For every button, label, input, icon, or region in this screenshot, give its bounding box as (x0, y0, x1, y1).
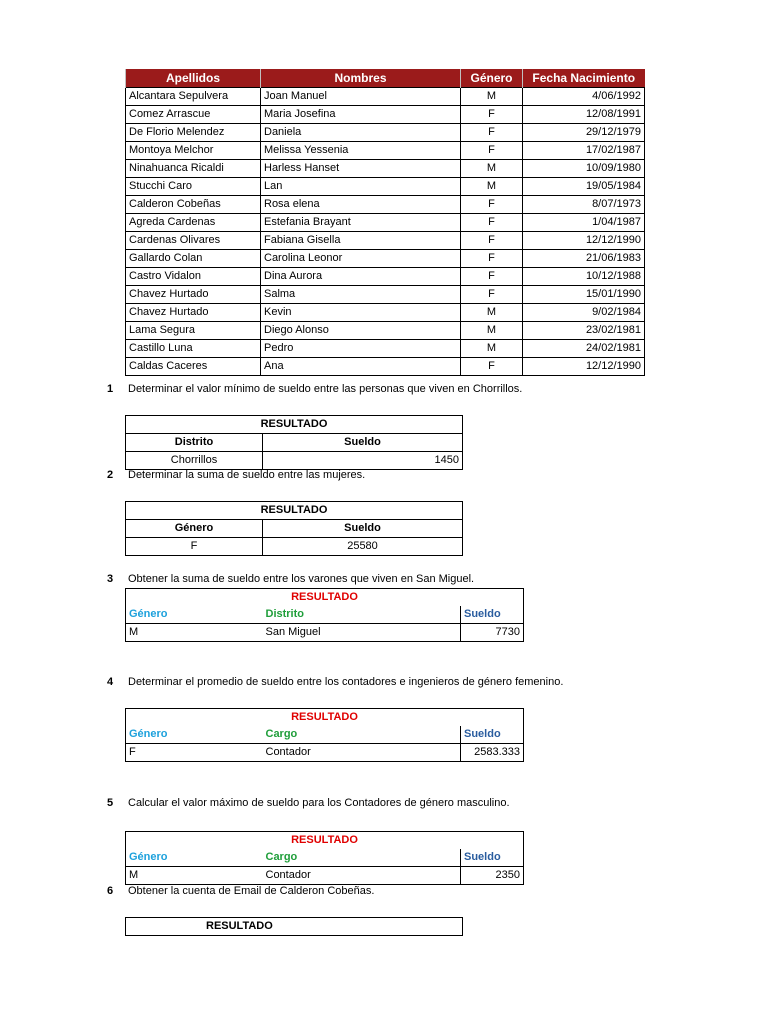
header-fecha-nacimiento: Fecha Nacimiento (523, 69, 645, 88)
question-number: 5 (107, 797, 114, 809)
result-header-sueldo: Sueldo (461, 726, 524, 744)
result-value-sueldo: 7730 (461, 624, 524, 642)
cell-apellidos: Calderon Cobeñas (126, 196, 261, 214)
cell-fecha-nacimiento: 10/12/1988 (523, 268, 645, 286)
cell-apellidos: Castro Vidalon (126, 268, 261, 286)
result-title: RESULTADO (126, 502, 463, 520)
cell-nombres: Melissa Yessenia (261, 142, 461, 160)
table-row (126, 286, 645, 304)
table-row (126, 268, 645, 286)
question-text: Calcular el valor máximo de sueldo para los Contadores de género masculino. (128, 797, 510, 809)
result-header-sueldo: Sueldo (263, 520, 463, 538)
question-number: 1 (107, 383, 114, 395)
result-title: RESULTADO (291, 711, 358, 723)
cell-nombres: Kevin (261, 304, 461, 322)
cell-genero: F (461, 196, 523, 214)
result-header-genero: Género (129, 608, 168, 620)
result-table-3 (125, 588, 524, 642)
table-row (126, 160, 645, 178)
result-table-6 (125, 917, 463, 936)
cell-fecha-nacimiento: 12/08/1991 (523, 106, 645, 124)
cell-fecha-nacimiento: 1/04/1987 (523, 214, 645, 232)
question-6 (107, 885, 374, 897)
result-header-genero: Género (129, 728, 168, 740)
result-value-cargo: Contador (263, 744, 461, 762)
cell-genero: M (461, 340, 523, 358)
cell-genero: F (461, 268, 523, 286)
table-row (126, 304, 645, 322)
cell-genero: M (461, 304, 523, 322)
result-value-sueldo: 25580 (263, 538, 463, 556)
result-value-genero: M (126, 867, 263, 885)
result-value-distrito: San Miguel (263, 624, 461, 642)
result-header-distrito: Distrito (265, 608, 304, 620)
question-2 (107, 469, 365, 481)
result-header-cargo: Cargo (265, 851, 298, 863)
cell-nombres: Ana (261, 358, 461, 376)
cell-apellidos: Chavez Hurtado (126, 286, 261, 304)
result-title: RESULTADO (126, 918, 463, 936)
cell-genero: M (461, 178, 523, 196)
result-header-distrito: Distrito (126, 434, 263, 452)
result-header-sueldo: Sueldo (263, 434, 463, 452)
cell-fecha-nacimiento: 4/06/1992 (523, 88, 645, 106)
result-header-sueldo: Sueldo (461, 849, 524, 867)
question-number: 4 (107, 676, 114, 688)
header-nombres: Nombres (261, 69, 461, 88)
question-number: 2 (107, 469, 114, 481)
table-row (126, 232, 645, 250)
cell-apellidos: Comez Arrascue (126, 106, 261, 124)
result-value-sueldo: 1450 (263, 452, 463, 470)
cell-nombres: Carolina Leonor (261, 250, 461, 268)
table-row (126, 106, 645, 124)
cell-genero: F (461, 106, 523, 124)
cell-nombres: Pedro (261, 340, 461, 358)
question-text: Determinar el promedio de sueldo entre los contadores e ingenieros de género femenino. (128, 676, 564, 688)
cell-fecha-nacimiento: 9/02/1984 (523, 304, 645, 322)
cell-apellidos: Agreda Cardenas (126, 214, 261, 232)
result-header-cargo: Cargo (265, 728, 298, 740)
cell-genero: F (461, 232, 523, 250)
cell-nombres: Estefania Brayant (261, 214, 461, 232)
cell-apellidos: Cardenas Olivares (126, 232, 261, 250)
cell-genero: F (461, 214, 523, 232)
table-row (126, 250, 645, 268)
result-value-cargo: Contador (263, 867, 461, 885)
cell-fecha-nacimiento: 15/01/1990 (523, 286, 645, 304)
question-text: Determinar la suma de sueldo entre las mujeres. (128, 469, 366, 481)
result-table-5 (125, 831, 524, 885)
cell-apellidos: Lama Segura (126, 322, 261, 340)
table-row (126, 322, 645, 340)
result-value-sueldo: 2350 (461, 867, 524, 885)
cell-genero: M (461, 160, 523, 178)
table-row (126, 214, 645, 232)
cell-apellidos: Gallardo Colan (126, 250, 261, 268)
cell-fecha-nacimiento: 17/02/1987 (523, 142, 645, 160)
cell-apellidos: Montoya Melchor (126, 142, 261, 160)
result-header-genero: Género (129, 851, 168, 863)
result-value-sueldo: 2583.333 (461, 744, 524, 762)
cell-apellidos: De Florio Melendez (126, 124, 261, 142)
cell-nombres: Diego Alonso (261, 322, 461, 340)
result-title: RESULTADO (291, 591, 358, 603)
cell-genero: F (461, 358, 523, 376)
result-value-genero: M (126, 624, 263, 642)
cell-genero: M (461, 322, 523, 340)
birthdate-table (125, 69, 645, 376)
cell-nombres: Lan (261, 178, 461, 196)
question-5 (107, 797, 510, 809)
question-text: Determinar el valor mínimo de sueldo entre las personas que viven en Chorrillos. (128, 383, 523, 395)
cell-apellidos: Caldas Caceres (126, 358, 261, 376)
cell-fecha-nacimiento: 29/12/1979 (523, 124, 645, 142)
cell-genero: F (461, 124, 523, 142)
result-table-4 (125, 708, 524, 762)
question-text: Obtener la suma de sueldo entre los varones que viven en San Miguel. (128, 573, 475, 585)
question-text: Obtener la cuenta de Email de Calderon Cobeñas. (128, 885, 375, 897)
table-row (126, 358, 645, 376)
table-row (126, 142, 645, 160)
cell-fecha-nacimiento: 8/07/1973 (523, 196, 645, 214)
cell-genero: M (461, 88, 523, 106)
cell-apellidos: Castillo Luna (126, 340, 261, 358)
table-row (126, 196, 645, 214)
cell-fecha-nacimiento: 21/06/1983 (523, 250, 645, 268)
cell-nombres: Harless Hanset (261, 160, 461, 178)
question-number: 3 (107, 573, 114, 585)
cell-apellidos: Stucchi Caro (126, 178, 261, 196)
cell-genero: F (461, 286, 523, 304)
cell-fecha-nacimiento: 10/09/1980 (523, 160, 645, 178)
result-table-1 (125, 415, 463, 470)
cell-fecha-nacimiento: 12/12/1990 (523, 358, 645, 376)
question-1 (107, 383, 522, 395)
cell-nombres: Rosa elena (261, 196, 461, 214)
header-apellidos: Apellidos (126, 69, 261, 88)
result-title: RESULTADO (291, 834, 358, 846)
result-value-genero: F (126, 744, 263, 762)
result-header-genero: Género (126, 520, 263, 538)
cell-apellidos: Chavez Hurtado (126, 304, 261, 322)
question-4 (107, 676, 563, 688)
cell-genero: F (461, 250, 523, 268)
table-row (126, 88, 645, 106)
result-value-genero: F (126, 538, 263, 556)
table-row (126, 340, 645, 358)
cell-fecha-nacimiento: 23/02/1981 (523, 322, 645, 340)
cell-nombres: Maria Josefina (261, 106, 461, 124)
cell-nombres: Dina Aurora (261, 268, 461, 286)
question-number: 6 (107, 885, 114, 897)
cell-genero: F (461, 142, 523, 160)
cell-nombres: Salma (261, 286, 461, 304)
cell-nombres: Joan Manuel (261, 88, 461, 106)
cell-apellidos: Alcantara Sepulvera (126, 88, 261, 106)
question-3 (107, 573, 474, 585)
result-header-sueldo: Sueldo (461, 606, 524, 624)
cell-fecha-nacimiento: 12/12/1990 (523, 232, 645, 250)
result-table-2 (125, 501, 463, 556)
table-row (126, 124, 645, 142)
table-row (126, 178, 645, 196)
cell-fecha-nacimiento: 24/02/1981 (523, 340, 645, 358)
cell-apellidos: Ninahuanca Ricaldi (126, 160, 261, 178)
table-header-row (126, 69, 645, 88)
header-genero: Género (461, 69, 523, 88)
cell-fecha-nacimiento: 19/05/1984 (523, 178, 645, 196)
cell-nombres: Daniela (261, 124, 461, 142)
cell-nombres: Fabiana Gisella (261, 232, 461, 250)
result-value-distrito: Chorrillos (126, 452, 263, 470)
result-title: RESULTADO (126, 416, 463, 434)
